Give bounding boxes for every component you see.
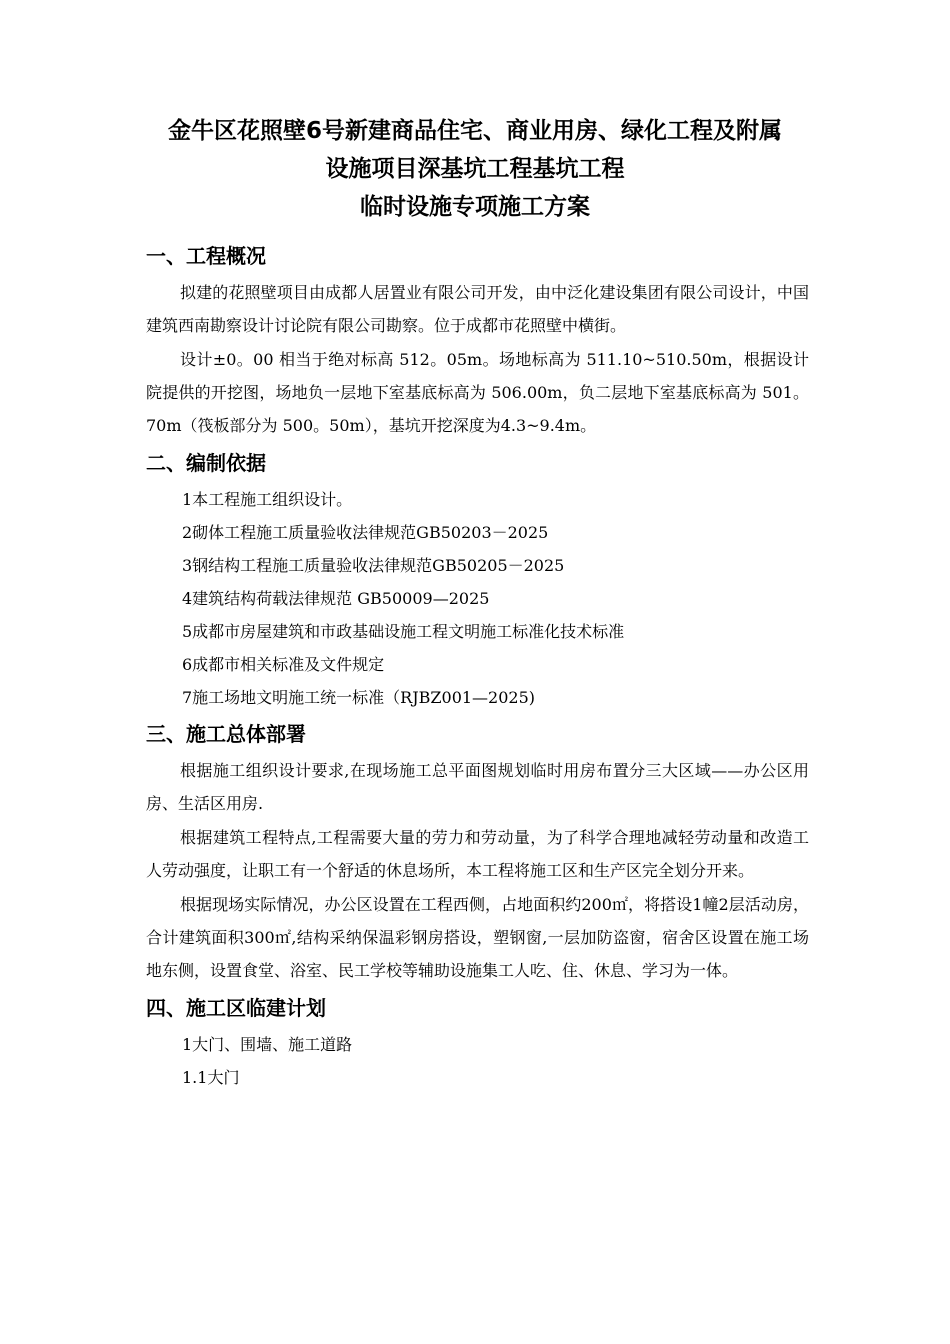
section-heading: 四、施工区临建计划	[146, 996, 326, 1020]
list-item: 5成都市房屋建筑和市政基础设施工程文明施工标准化技术标准	[182, 622, 625, 641]
paragraph: 根据建筑工程特点,工程需要大量的劳力和劳动量，为了科学合理地减轻劳动量和改造工人劳动强度，让职工有一个舒适的休息场所，本工程将施工区和生产区完全划分开来。	[146, 828, 809, 880]
paragraph: 拟建的花照壁项目由成都人居置业有限公司开发，由中泛化建设集团有限公司设计，中国建筑西南勘察设计讨论院有限公司勘察。位于成都市花照壁中横街。	[146, 283, 809, 335]
title-line-2: 设施项目深基坑工程基坑工程	[325, 156, 625, 182]
list-item: 2砌体工程施工质量验收法律规范GB50203－2025	[182, 523, 549, 542]
list-item: 3钢结构工程施工质量验收法律规范GB50205－2025	[182, 556, 565, 575]
list-item: 1.1大门	[182, 1068, 240, 1087]
section-compilation-basis	[146, 443, 809, 714]
paragraph: 根据施工组织设计要求,在现场施工总平面图规划临时用房布置分三大区域——办公区用房、生活区用房.	[146, 761, 809, 813]
section-project-overview	[146, 236, 809, 442]
title-line-1: 金牛区花照壁6号新建商品住宅、商业用房、绿化工程及附属	[167, 118, 782, 144]
document-title	[0, 112, 950, 226]
list-item: 4建筑结构荷载法律规范 GB50009—2025	[182, 589, 490, 608]
section-heading: 二、编制依据	[146, 451, 266, 475]
section-temporary-construction-plan	[146, 988, 809, 1094]
list-item: 6成都市相关标准及文件规定	[182, 655, 385, 674]
list-item: 1本工程施工组织设计。	[182, 490, 353, 509]
paragraph: 根据现场实际情况，办公区设置在工程西侧，占地面积约200㎡，将搭设1幢2层活动房，合计建筑面积300㎡,结构采纳保温彩钢房搭设，塑钢窗,一层加防盗窗，宿舍区设置在施工场地东侧，设置食堂、浴室、民工学校等辅助设施集工人吃、住、休息、学习为一体。	[146, 895, 809, 980]
list-item: 7施工场地文明施工统一标准（RJBZ001—2025)	[182, 688, 536, 707]
document-body	[146, 236, 809, 1094]
list-item: 1大门、围墙、施工道路	[182, 1035, 353, 1054]
title-line-3: 临时设施专项施工方案	[360, 194, 590, 220]
paragraph: 设计±0。00 相当于绝对标高 512。05m。场地标高为 511.10~510.50m，根据设计院提供的开挖图，场地负一层地下室基底标高为 506.00m，负二层地下室基底标高为 501。70m（筏板部分为 500。50m），基坑开挖深度为4.3~9.4m。	[146, 350, 809, 435]
section-heading: 三、施工总体部署	[146, 722, 306, 746]
section-overall-deployment	[146, 714, 809, 987]
section-heading: 一、工程概况	[146, 244, 266, 268]
